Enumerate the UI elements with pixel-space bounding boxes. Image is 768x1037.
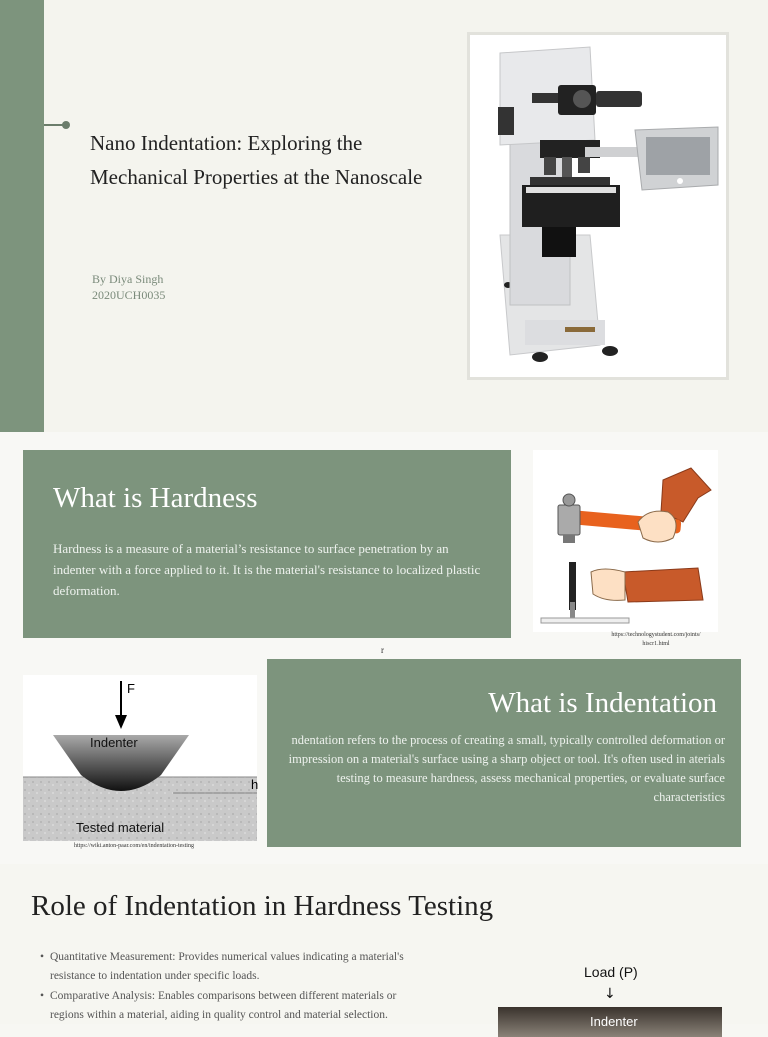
- down-arrow-icon: ↓: [604, 986, 616, 1002]
- depth-label: h: [251, 777, 259, 792]
- roll-number: 2020UCH0035: [92, 288, 166, 302]
- material-label: Tested material: [76, 820, 165, 835]
- role-bullet-list: [40, 948, 430, 1026]
- hardness-panel: [23, 450, 511, 638]
- indenter-diagram-icon: [23, 675, 257, 841]
- author-name: By Diya Singh: [92, 272, 164, 286]
- hardness-heading: What is Hardness: [53, 482, 258, 514]
- load-label: Load (P): [584, 964, 638, 980]
- indentation-diagram: [23, 675, 257, 841]
- hammer-illustration: [533, 450, 718, 632]
- list-item: • Comparative Analysis: Enables comparisons between different materials or regions within a material, aiding in quality control and material selection.: [40, 987, 430, 1025]
- indenter-label: Indenter: [90, 735, 138, 750]
- accent-sidebar: [0, 0, 44, 432]
- hardness-tester-icon: [470, 35, 726, 377]
- title-slide: [0, 0, 768, 432]
- indentation-panel: [267, 659, 741, 847]
- hardness-tester-image: [467, 32, 729, 380]
- bullet-icon: •: [40, 990, 45, 1002]
- author-block: [92, 271, 165, 303]
- list-item: • Quantitative Measurement: Provides numerical values indicating a material's resistance to indentation under specific loads.: [40, 948, 430, 986]
- stray-character: r: [381, 645, 384, 655]
- indenter-label: Indenter: [590, 1014, 638, 1029]
- role-heading: Role of Indentation in Hardness Testing: [31, 890, 494, 922]
- indentation-heading: What is Indentation: [488, 687, 717, 719]
- definitions-slide: [0, 432, 768, 864]
- role-slide: [0, 864, 768, 1029]
- diagram-image-source: https://wiki.anton-paar.com/en/indentation-testing: [74, 843, 194, 849]
- bullet-icon: •: [40, 951, 45, 963]
- presentation-title: Nano Indentation: Exploring the Mechanical Properties at the Nanoscale: [90, 131, 423, 189]
- force-label: F: [127, 681, 135, 696]
- indentation-definition: ndentation refers to the process of creating a small, typically controlled deformation or impression on a material's surface using a sharp object or tool. It's often used in aterials testing to measure hardness, assess mechanical properties, or evaluate surface characteristics: [288, 733, 725, 804]
- hammer-hand-icon: [533, 450, 718, 632]
- accent-dot: [62, 121, 70, 129]
- hammer-image-source: https://technologystudent.com/joints/ hiscr1.html: [611, 632, 701, 647]
- hardness-definition: Hardness is a measure of a material’s resistance to surface penetration by an indenter with a force applied to it. It is the material's resistance to localized plastic deformation.: [53, 541, 481, 598]
